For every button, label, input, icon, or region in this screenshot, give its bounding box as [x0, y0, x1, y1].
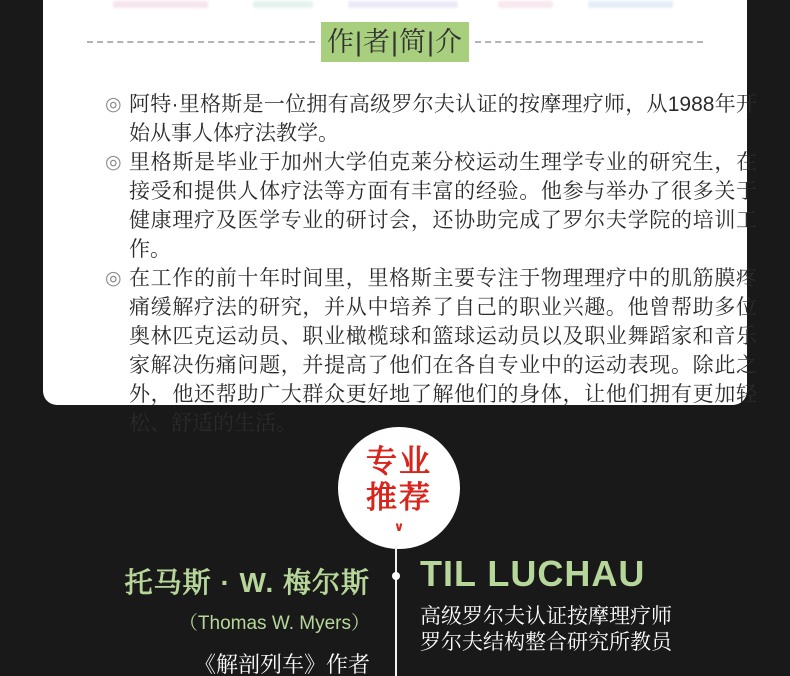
recommender-left-name-cn: 托马斯 · W. 梅尔斯: [124, 567, 370, 598]
author-bio-list: [105, 90, 757, 438]
recommender-left: [125, 561, 370, 676]
bio-text: 里格斯是毕业于加州大学伯克莱分校运动生理学专业的研究生，在接受和提供人体疗法等方面有丰富的经验。他参与举办了很多关于健康理疗及医学专业的研讨会，还协助完成了罗尔夫学院的培训工作。: [129, 151, 757, 261]
circle-bullet-icon: ◎: [105, 94, 122, 115]
recommend-badge-line1: 专业: [366, 444, 432, 479]
recommender-right-title1: 高级罗尔夫认证按摩理疗师: [420, 605, 672, 628]
dashed-divider-right: [475, 41, 703, 43]
recommend-badge: [338, 427, 460, 549]
divider-dot: [392, 572, 400, 580]
cropped-previous-section-remnant: [43, 0, 747, 9]
bio-text: 阿特·里格斯是一位拥有高级罗尔夫认证的按摩理疗师，从1988年开始从事人体疗法教学。: [129, 93, 757, 145]
recommender-left-title: 《解剖列车》作者: [193, 652, 370, 676]
recommender-right: [420, 553, 672, 656]
dashed-divider-left: [87, 41, 315, 43]
section-header: [87, 22, 703, 62]
section-title: 作|者|简|介: [326, 27, 464, 57]
recommender-right-name: TIL LUCHAU: [420, 553, 646, 594]
bio-item: [105, 90, 757, 148]
recommender-right-title2: 罗尔夫结构整合研究所教员: [420, 631, 672, 654]
author-intro-panel: [43, 0, 757, 435]
bio-text: 在工作的前十年时间里，里格斯主要专注于物理理疗中的肌筋膜疼痛缓解疗法的研究，并从中培养了自己的职业兴趣。他曾帮助多位奥林匹克运动员、职业橄榄球和篮球运动员以及职业舞蹈家和音乐家解决伤痛问题，并提高了他们在各自专业中的运动表现。除此之外，他还帮助广大群众更好地了解他们的身体，让他们拥有更加轻松、舒适的生活。: [129, 267, 757, 435]
recommender-left-name-en: （Thomas W. Myers）: [178, 613, 370, 634]
bio-item: [105, 148, 757, 264]
circle-bullet-icon: ◎: [105, 152, 122, 173]
vertical-divider-line: [395, 546, 397, 676]
circle-bullet-icon: ◎: [105, 268, 122, 289]
chevron-down-icon: ∨: [393, 519, 405, 534]
recommend-badge-line2: 推荐: [366, 480, 432, 515]
section-title-badge: [321, 22, 469, 62]
bio-item: [105, 264, 757, 438]
